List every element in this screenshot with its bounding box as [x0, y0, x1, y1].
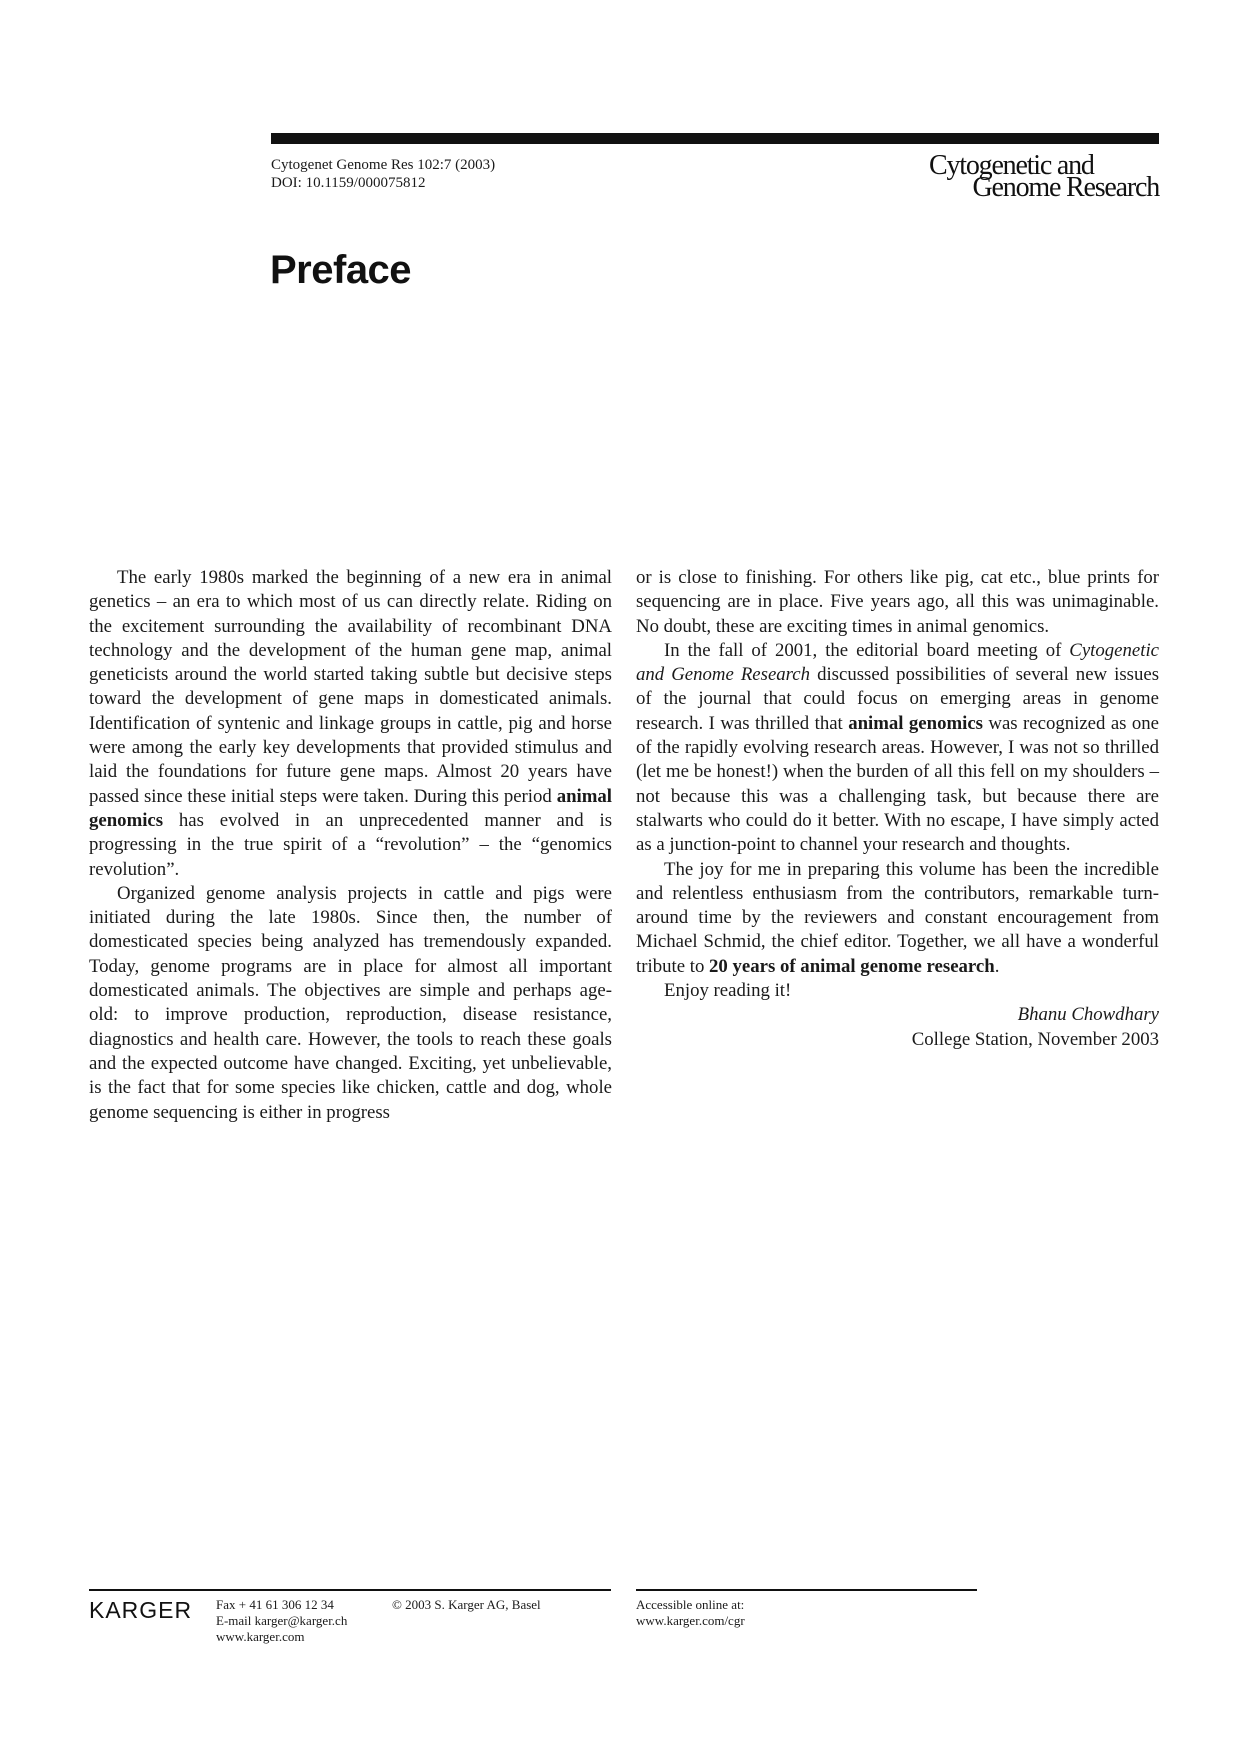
paragraph: In the fall of 2001, the editorial board meeting of Cytogenetic and Genome Research discussed possibilities of several new issues of the journal that could focus on emerging areas in genome research. I was thrilled that animal genomics was recognized as one of the rapidly evolving research areas. However, I was not so thrilled (let me be honest!) when the burden of all this fell on my shoulders – not because this was a challenging task, but because there are stalwarts who could do it better. With no escape, I have simply acted as a junction-point to channel your research and thoughts.: [636, 639, 1160, 856]
online-url: www.karger.com/cgr: [636, 1613, 745, 1628]
journal-logo-line2: Genome Research: [972, 172, 1159, 203]
paragraph: Enjoy reading it!: [664, 980, 792, 1002]
paragraph: Organized genome analysis projects in cattle and pigs were initiated during the late 1980s. Since then, the number of domesticated species being analyzed has tremendously expanded. Today, genome programs are in place for almost all important domesticated animals. The objectives are simple and perhaps age-old: to improve production, reproduction, disease resistance, diagnostics and health care. However, the tools to reach these goals and the expected outcome have changed. Exciting, yet unbelievable, is the fact that for some species like chicken, cattle and dog, whole genome sequencing is either in progress: [89, 882, 612, 1123]
bold-term: animal genomics: [848, 712, 983, 734]
paragraph: or is close to finishing. For others like pig, cat etc., blue prints for sequencing are in place. Five years ago, all this was unimaginable. No doubt, these are exciting times in animal genomics.: [636, 567, 1159, 637]
bold-term: animal genomics: [89, 785, 612, 831]
signature-name: Bhanu Chowdhary: [1017, 1004, 1159, 1026]
journal-logo: [929, 150, 1159, 203]
page-title: Preface: [270, 248, 412, 292]
body-column-right: [636, 566, 1159, 1052]
fax-number: Fax + 41 61 306 12 34: [216, 1597, 334, 1612]
paragraph: The early 1980s marked the beginning of a new era in animal genetics – an era to which most of us can directly relate. Riding on the excitement surrounding the availability of recombinant DNA technology and the development of the human gene map, animal geneticists around the world started taking subtle but decisive steps toward the development of gene maps in domesticated animals. Identification of syntenic and linkage groups in cattle, pig and horse were among the early key developments that provided stimulus and laid the foundations for future gene maps. Almost 20 years have passed since these initial steps were taken. During this period animal genomics has evolved in an unprecedented manner and is progressing in the true spirit of a “revolution” – the “genomics revolution”.: [89, 567, 612, 880]
journal-logo-line1: Cytogenetic and: [929, 150, 1094, 181]
footer-rule: [636, 1589, 977, 1591]
paragraph: The joy for me in preparing this volume has been the incredible and relentless enthusiasm from the contributors, remarkable turn-around time by the reviewers and constant encouragement from Michael Schmid, the chief editor. Together, we all have a wonderful tribute to 20 years of animal genome research.: [636, 858, 1159, 977]
doi-line: DOI: 10.1159/000075812: [271, 175, 426, 191]
online-access: [636, 1597, 745, 1629]
bold-term: 20 years of animal genome research: [709, 955, 995, 977]
copyright: © 2003 S. Karger AG, Basel: [392, 1597, 541, 1612]
publisher-website: www.karger.com: [216, 1629, 305, 1644]
publisher-contact: [216, 1597, 347, 1645]
online-label: Accessible online at:: [636, 1597, 745, 1612]
header-rule: [271, 133, 1159, 144]
email-address: E-mail karger@karger.ch: [216, 1613, 348, 1628]
citation-line: Cytogenet Genome Res 102:7 (2003): [271, 157, 496, 173]
journal-name: Cytogenetic and Genome Research: [636, 639, 1159, 686]
footer-rule: [89, 1589, 611, 1591]
signature-place: College Station, November 2003: [911, 1028, 1159, 1050]
citation: [271, 156, 495, 192]
publisher-logo: KARGER: [89, 1597, 193, 1623]
body-column-left: [89, 566, 612, 1125]
